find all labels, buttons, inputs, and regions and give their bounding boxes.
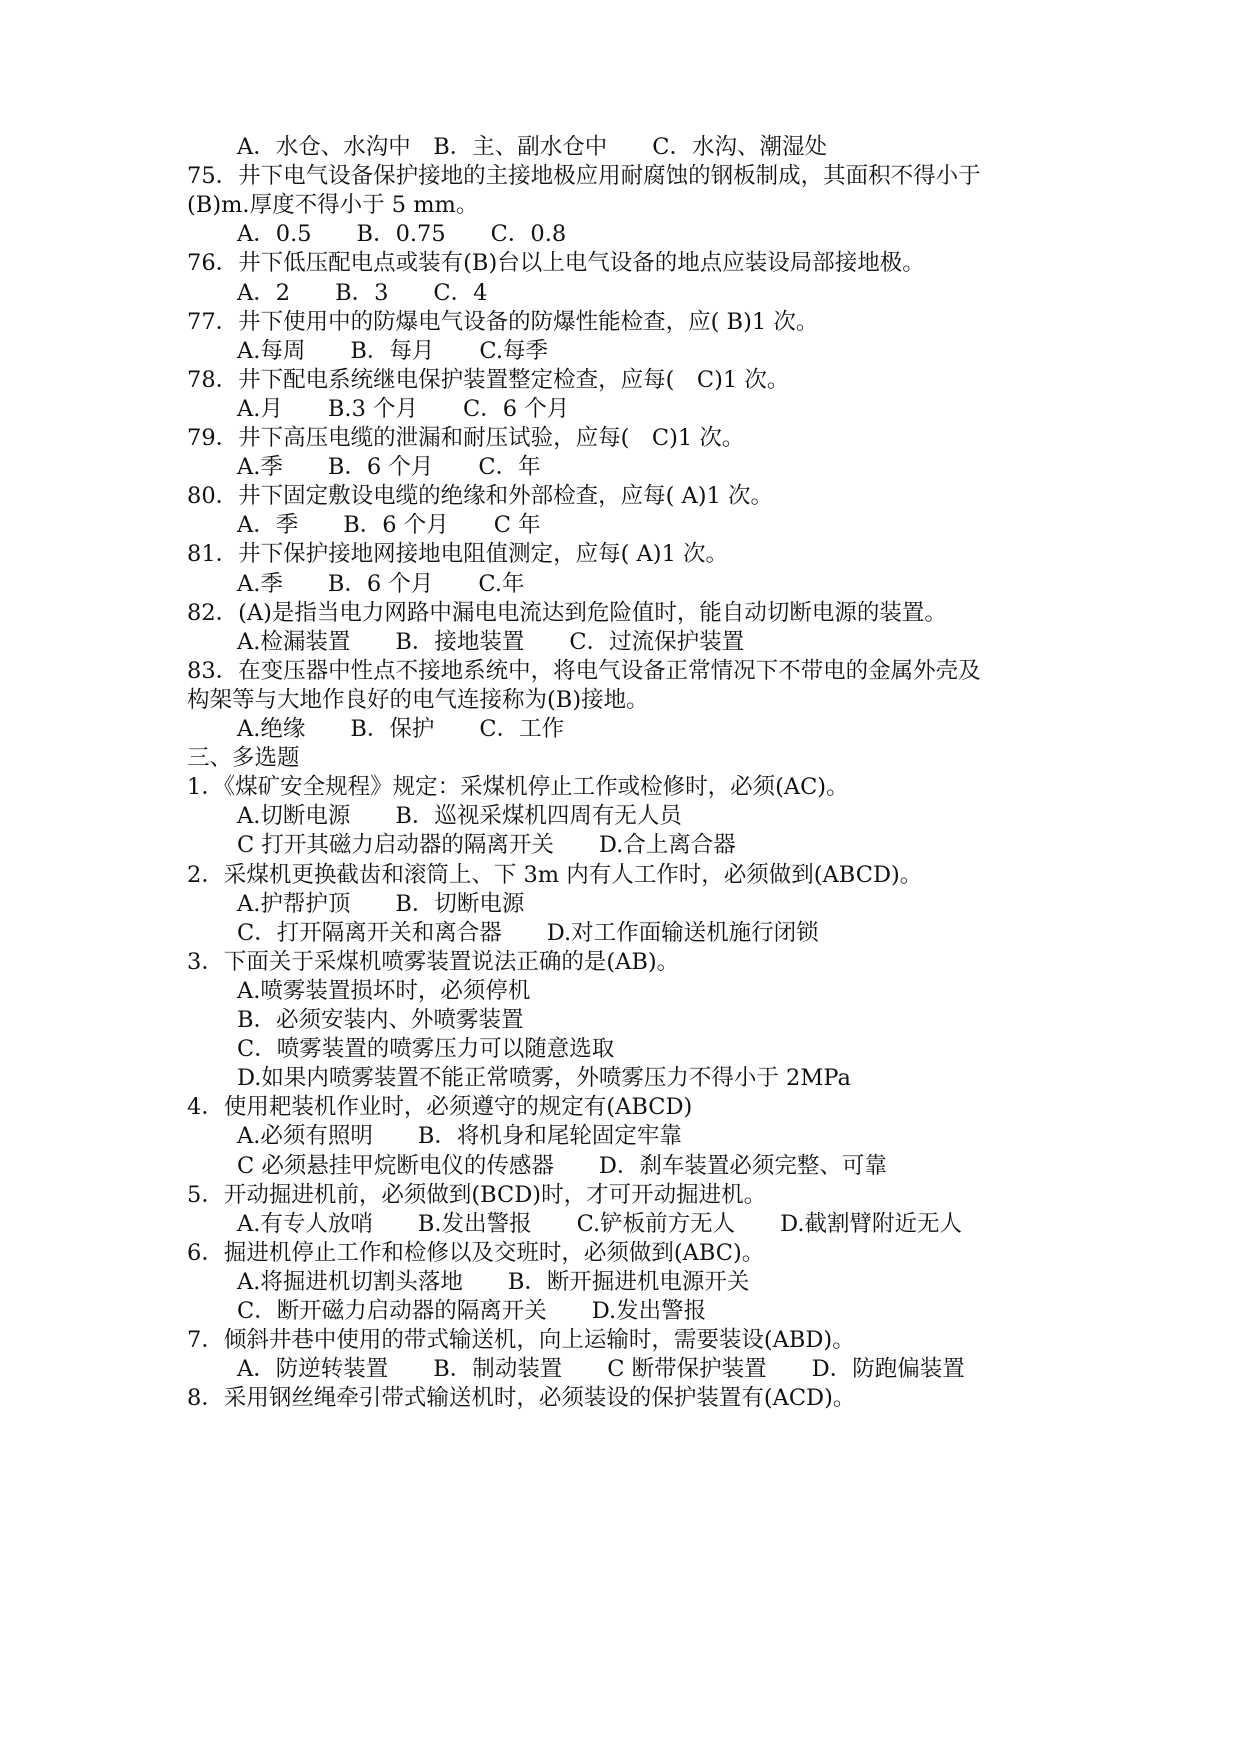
question-text-line: 78．井下配电系统继电保护装置整定检查，应每( C)1 次。 <box>187 366 790 393</box>
answer-options-line: A．防逆转装置 B．制动装置 C 断带保护装置 D．防跑偏装置 <box>237 1356 965 1383</box>
answer-options-line: A．2 B．3 C．4 <box>237 279 488 306</box>
answer-options-line: B．必须安装内、外喷雾装置 <box>237 1007 524 1033</box>
answer-options-line: A．水仓、水沟中 B．主、副水仓中 C．水沟、潮湿处 <box>237 134 827 160</box>
question-text-line: 3．下面关于采煤机喷雾装置说法正确的是(AB)。 <box>187 948 680 975</box>
answer-options-line: C．断开磁力启动器的隔离开关 D.发出警报 <box>237 1298 707 1324</box>
question-text-line: 三、多选题 <box>187 745 300 772</box>
answer-options-line: A.护帮护顶 B．切断电源 <box>237 890 525 917</box>
question-text-line: 构架等与大地作良好的电气连接称为(B)接地。 <box>187 686 649 713</box>
question-text-line: 1．《煤矿安全规程》规定：采煤机停止工作或检修时，必须(AC)。 <box>187 774 849 801</box>
question-text-line: 80．井下固定敷设电缆的绝缘和外部检查，应每( A)1 次。 <box>187 483 774 510</box>
answer-options-line: A.季 B．6 个月 C．年 <box>237 454 541 481</box>
question-text-line: 5．开动掘进机前，必须做到(BCD)时，才可开动掘进机。 <box>187 1181 767 1208</box>
question-text-line: 75．井下电气设备保护接地的主接地极应用耐腐蚀的钢板制成，其面积不得小于 <box>187 163 981 190</box>
answer-options-line: C．打开隔离开关和离合器 D.对工作面输送机施行闭锁 <box>237 919 819 946</box>
question-text-line: 82．(A)是指当电力网路中漏电电流达到危险值时，能自动切断电源的装置。 <box>187 599 947 626</box>
answer-options-line: D.如果内喷雾装置不能正常喷雾，外喷雾压力不得小于 2MPa <box>237 1065 851 1092</box>
answer-options-line: C 打开其磁力启动器的隔离开关 D.合上离合器 <box>237 832 736 859</box>
question-text-line: 76．井下低压配电点或装有(B)台以上电气设备的地点应装设局部接地极。 <box>187 250 925 277</box>
answer-options-line: A.必须有照明 B．将机身和尾轮固定牢靠 <box>237 1123 682 1150</box>
answer-options-line: A.季 B．6 个月 C.年 <box>237 570 525 597</box>
answer-options-line: C．喷雾装置的喷雾压力可以随意选取 <box>237 1036 615 1063</box>
answer-options-line: C 必须悬挂甲烷断电仪的传感器 D．刹车装置必须完整、可靠 <box>237 1152 887 1179</box>
answer-options-line: A.月 B.3 个月 C．6 个月 <box>237 395 570 422</box>
question-text-line: 79．井下高压电缆的泄漏和耐压试验，应每( C)1 次。 <box>187 425 745 451</box>
question-text-line: 77．井下使用中的防爆电气设备的防爆性能检查，应( B)1 次。 <box>187 308 819 335</box>
answer-options-line: A.有专人放哨 B.发出警报 C.铲板前方无人 D.截割臂附近无人 <box>237 1210 963 1237</box>
answer-options-line: A.切断电源 B．巡视采煤机四周有无人员 <box>237 803 682 830</box>
answer-options-line: A.将掘进机切割头落地 B．断开掘进机电源开关 <box>237 1268 750 1295</box>
question-text-line: 8．采用钢丝绳牵引带式输送机时，必须装设的保护装置有(ACD)。 <box>187 1385 856 1412</box>
question-text-line: 83．在变压器中性点不接地系统中，将电气设备正常情况下不带电的金属外壳及 <box>187 657 981 684</box>
answer-options-line: A.每周 B．每月 C.每季 <box>237 337 549 364</box>
answer-options-line: A.绝缘 B．保护 C．工作 <box>237 716 565 742</box>
answer-options-line: A．0.5 B．0.75 C．0.8 <box>237 221 567 248</box>
question-text-line: (B)m.厚度不得小于 5 mm。 <box>187 192 479 219</box>
question-text-line: 6．掘进机停止工作和检修以及交班时，必须做到(ABC)。 <box>187 1239 765 1266</box>
answer-options-line: A.检漏装置 B．接地装置 C．过流保护装置 <box>237 628 745 655</box>
question-text-line: 81．井下保护接地网接地电阻值测定，应每( A)1 次。 <box>187 541 729 568</box>
question-text-line: 2．采煤机更换截齿和滚筒上、下 3m 内有人工作时，必须做到(ABCD)。 <box>187 861 923 888</box>
question-text-line: 7．倾斜井巷中使用的带式输送机，向上运输时，需要装设(ABD)。 <box>187 1327 855 1354</box>
answer-options-line: A．季 B．6 个月 C 年 <box>237 512 541 539</box>
answer-options-line: A.喷雾装置损坏时，必须停机 <box>237 977 531 1004</box>
question-text-line: 4．使用耙装机作业时，必须遵守的规定有(ABCD) <box>187 1094 693 1121</box>
